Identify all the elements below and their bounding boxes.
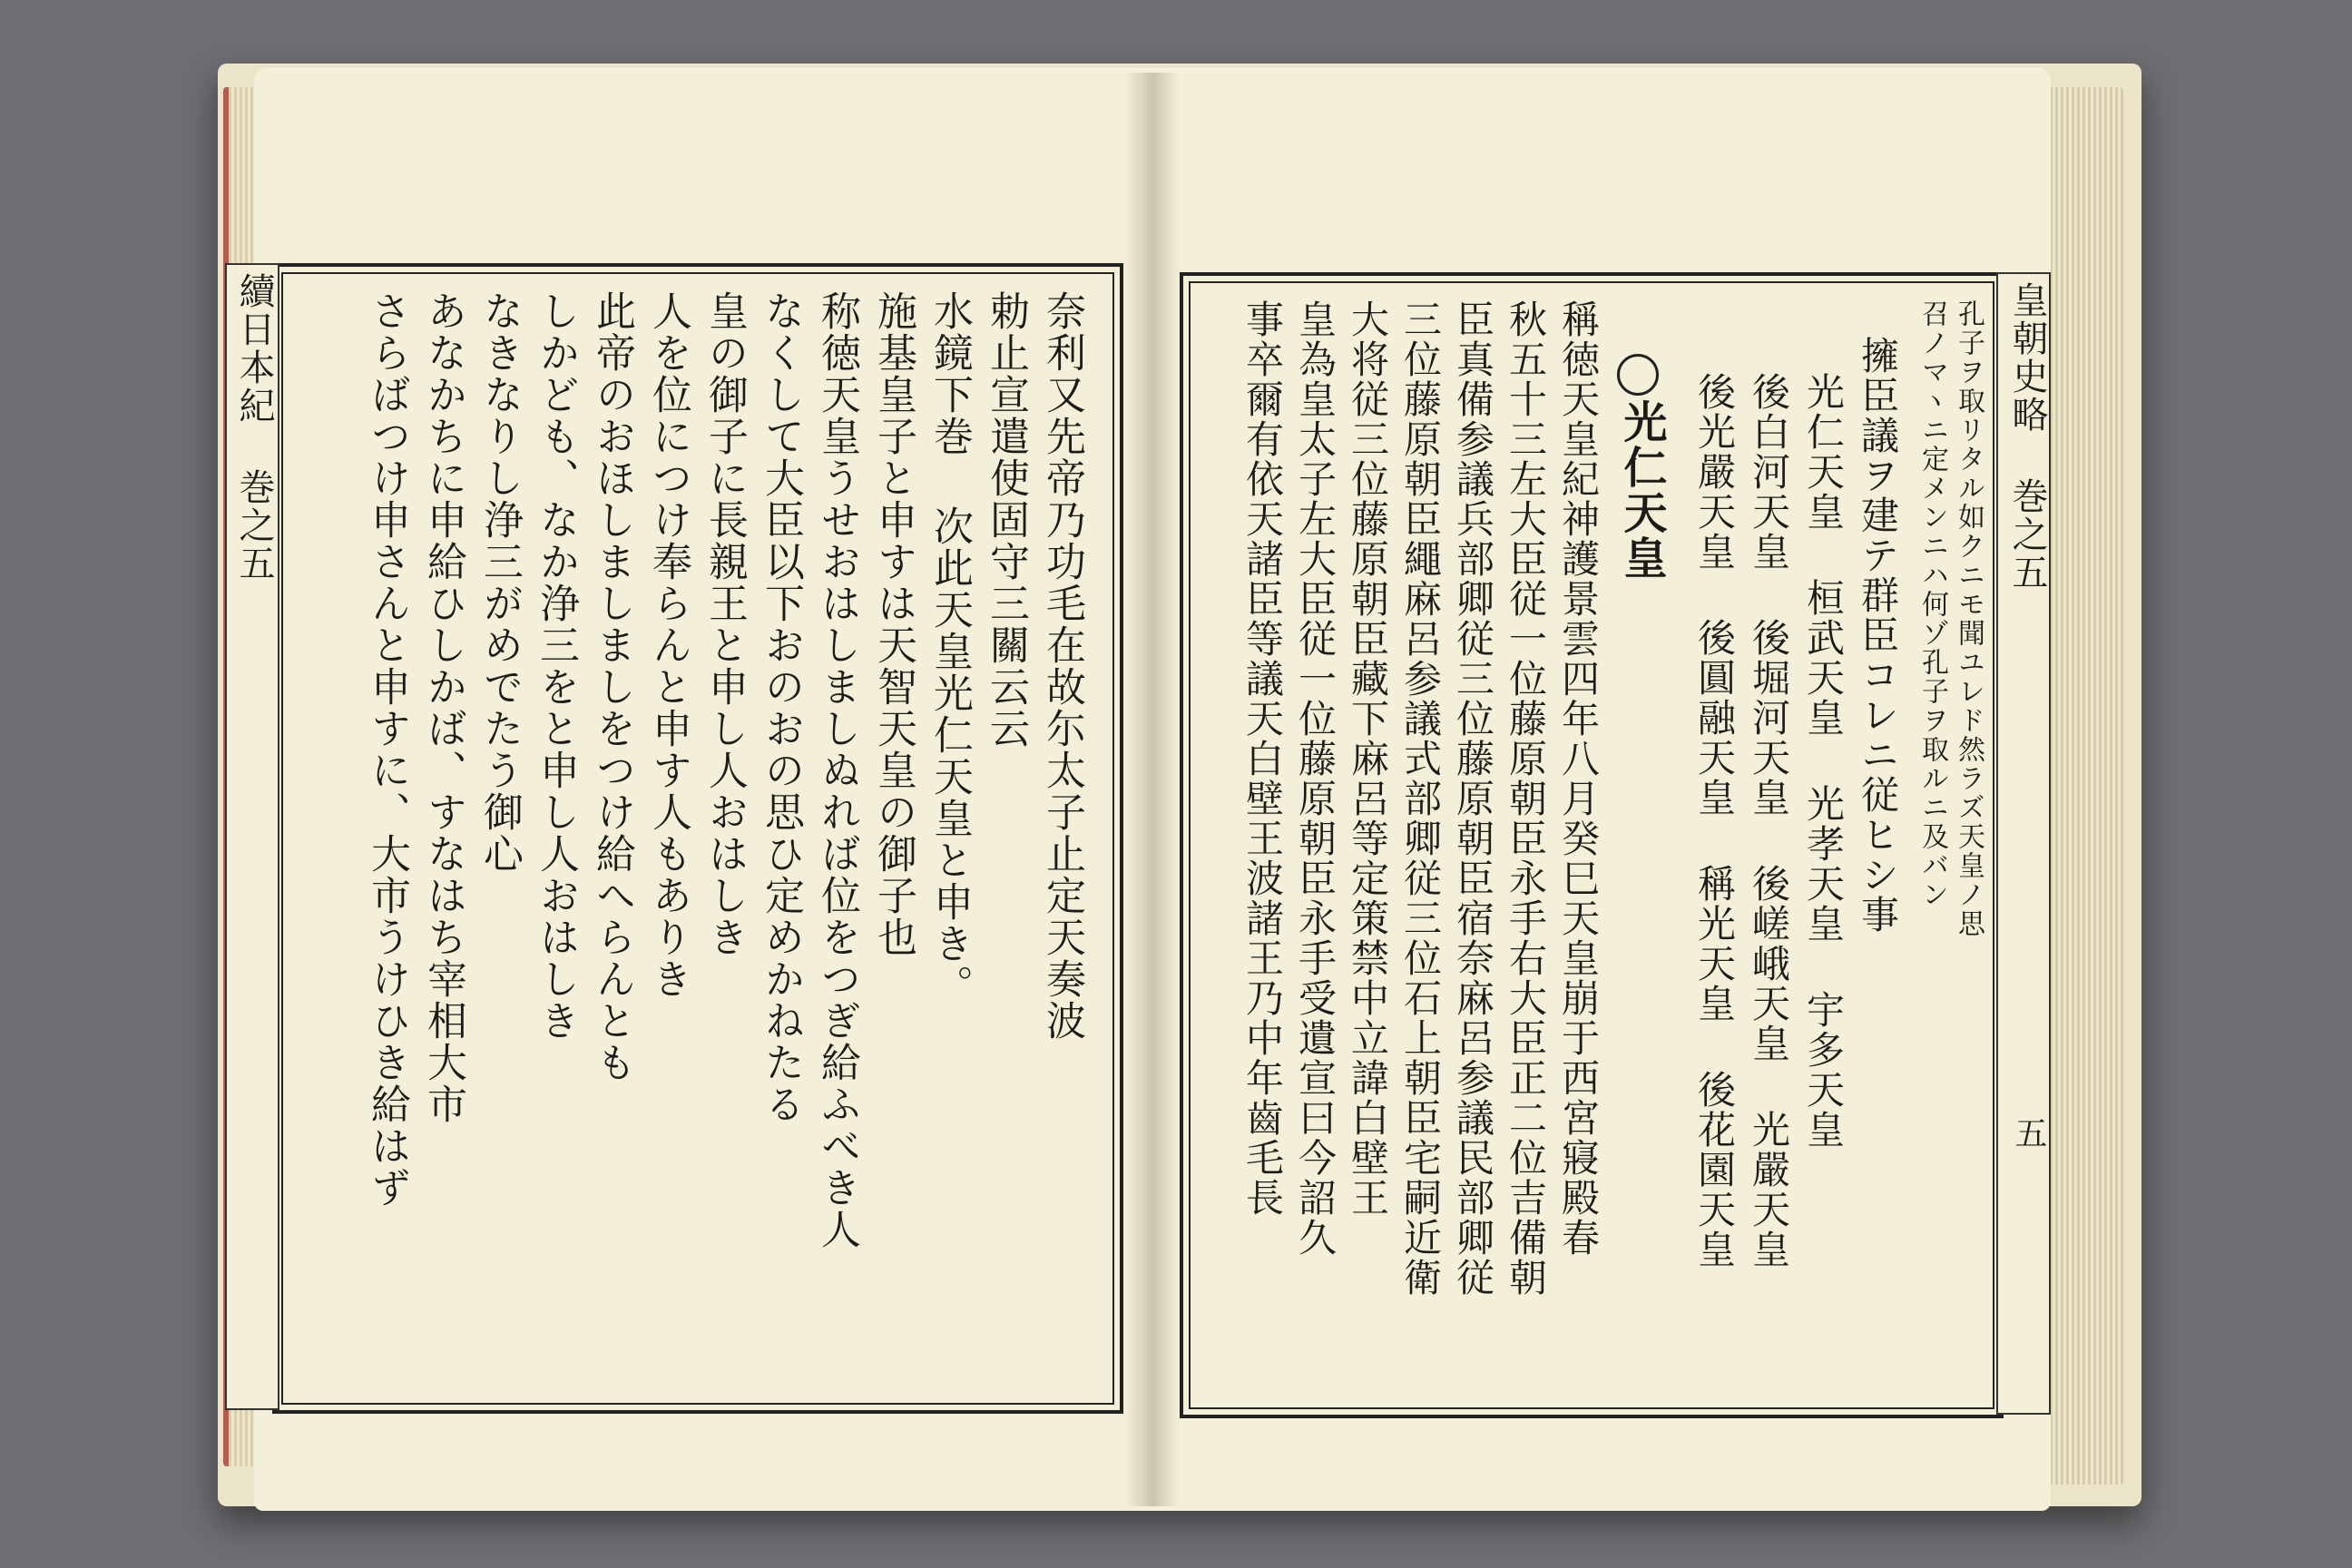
header-column: 召ノマヽニ定メンニハ何ゾ孔子ヲ取ルニ及バン — [1916, 299, 1948, 909]
text-column: 皇の御子に長親王と申し人おはしき — [701, 290, 748, 958]
body-column: 皇為皇太子左大臣従一位藤原朝臣永手受遺宣曰今詔久 — [1293, 299, 1338, 1258]
text-column: 此帝のおほしましましをつけ給へらんとも — [589, 290, 635, 1083]
entry-title: 光仁天皇 — [1616, 399, 1667, 581]
text-column: さらばつけ申さんと申すに、大市うけひき給はず — [364, 290, 410, 1209]
page-edges-right — [2042, 87, 2123, 1485]
text-column: 施基皇子と申すは天智天皇の御子也 — [870, 290, 916, 958]
body-column: 稱徳天皇紀神護景雲四年八月癸巳天皇崩于西宮寢殿春 — [1556, 299, 1601, 1258]
book-gutter — [1125, 73, 1180, 1506]
emperor-list-column: 後白河天皇 後堀河天皇 後嵯峨天皇 光嚴天皇 — [1747, 372, 1791, 1269]
text-column: なくして大臣以下おのおの思ひ定めかねたる — [758, 290, 804, 1125]
text-column: なきなりし浄三がめでたう御心 — [476, 290, 523, 875]
left-spine-title: 續日本紀 巻之五 — [233, 272, 275, 583]
emperor-list-column: 後光嚴天皇 後圓融天皇 稱光天皇 後花園天皇 — [1692, 372, 1737, 1269]
text-column: 称徳天皇うせおはしましぬれば位をつぎ給ふべき人 — [814, 290, 860, 1250]
emperor-list-column: 光仁天皇 桓武天皇 光孝天皇 宇多天皇 — [1801, 372, 1846, 1150]
section-circle-mark — [1617, 354, 1659, 396]
text-column: 奈利又先帝乃功毛在故尓太子止定天奏波 — [1039, 290, 1085, 1042]
text-column: しかども、なか浄三をと申し人おはしき — [533, 290, 579, 1042]
right-page-text — [1207, 299, 1987, 1388]
header-column: 孔子ヲ取リタル如クニモ聞ユレド然ラズ天皇ノ思 — [1953, 299, 1984, 938]
body-column: 事卒爾有依天諸臣等議天白壁王波諸王乃中年齒毛長 — [1240, 299, 1285, 1218]
right-folio: 五 — [2010, 1116, 2047, 1151]
text-column: あなかちに申給ひしかば、すなはち宰相大市 — [420, 290, 466, 1125]
body-column: 三位藤原朝臣繩麻呂参議式部卿従三位石上朝臣宅嗣近衛 — [1398, 299, 1443, 1298]
body-column: 臣真備参議兵部卿従三位藤原朝臣宿奈麻呂参議民部卿従 — [1451, 299, 1495, 1298]
left-page-text — [309, 290, 1089, 1379]
text-column: 勅止宣遣使固守三關云云 — [983, 290, 1029, 750]
text-column: 水鏡下巻 次此天皇光仁天皇と申き。 — [926, 290, 973, 1006]
right-spine-title: 皇朝史略 巻之五 — [2006, 281, 2048, 592]
body-column: 秋五十三左大臣従一位藤原朝臣永手右大臣正二位吉備朝 — [1504, 299, 1548, 1298]
section-heading: 擁臣議ヲ建テ群臣コレニ従ヒシ事 — [1856, 336, 1900, 935]
text-column: 人を位につけ奉らんと申す人もありき — [645, 290, 691, 1000]
body-column: 大将従三位藤原朝臣藏下麻呂等定策禁中立諱白壁王 — [1346, 299, 1390, 1218]
